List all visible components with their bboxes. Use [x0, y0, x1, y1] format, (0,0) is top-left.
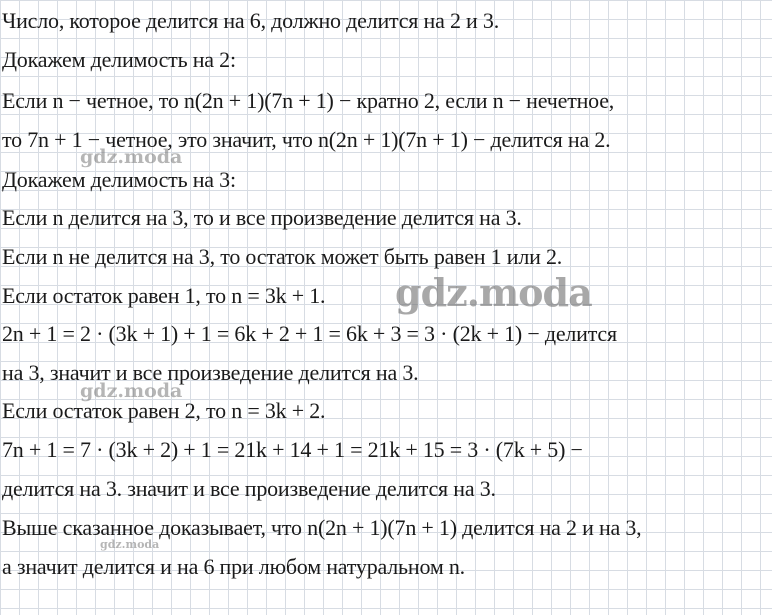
text-line-8: Если остаток равен 1, то n = 3k + 1.	[2, 283, 326, 308]
text-line-11: Если остаток равен 2, то n = 3k + 2.	[2, 398, 326, 423]
text-line-3: Если n − четное, то n(2n + 1)(7n + 1) − кратно 2, если n − нечетное,	[2, 88, 615, 113]
watermark-gdz-moda-small: gdz.moda	[100, 538, 160, 551]
text-line-9: 2n + 1 = 2 · (3k + 1) + 1 = 6k + 2 + 1 = 6k + 3 = 3 · (2k + 1) − делится	[2, 321, 617, 346]
text-line-6: Если n делится на 3, то и все произведение делится на 3.	[2, 205, 522, 230]
watermark-gdz-moda: gdz.moda	[80, 146, 183, 168]
watermark-gdz-moda: gdz.moda	[80, 380, 183, 402]
text-line-1: Число, которое делится на 6, должно делится на 2 и 3.	[2, 8, 500, 33]
text-line-4: то 7n + 1 − четное, это значит, что n(2n + 1)(7n + 1) − делится на 2.	[2, 127, 611, 152]
text-line-15: а значит делится и на 6 при любом натуральном n.	[2, 554, 465, 579]
watermark-gdz-moda-large: gdz.moda	[395, 270, 592, 315]
text-line-7: Если n не делится на 3, то остаток может быть равен 1 или 2.	[2, 244, 563, 269]
text-line-10: на 3, значит и все произведение делится на 3.	[2, 360, 419, 385]
text-line-14: Выше сказанное доказывает, что n(2n + 1)(7n + 1) делится на 2 и на 3,	[2, 515, 642, 540]
text-line-12: 7n + 1 = 7 · (3k + 2) + 1 = 21k + 14 + 1 = 21k + 15 = 3 · (7k + 5) −	[2, 437, 583, 462]
text-line-5: Докажем делимость на 3:	[2, 167, 236, 192]
text-line-2: Докажем делимость на 2:	[2, 47, 236, 72]
text-line-13: делится на 3. значит и все произведение делится на 3.	[2, 476, 496, 501]
